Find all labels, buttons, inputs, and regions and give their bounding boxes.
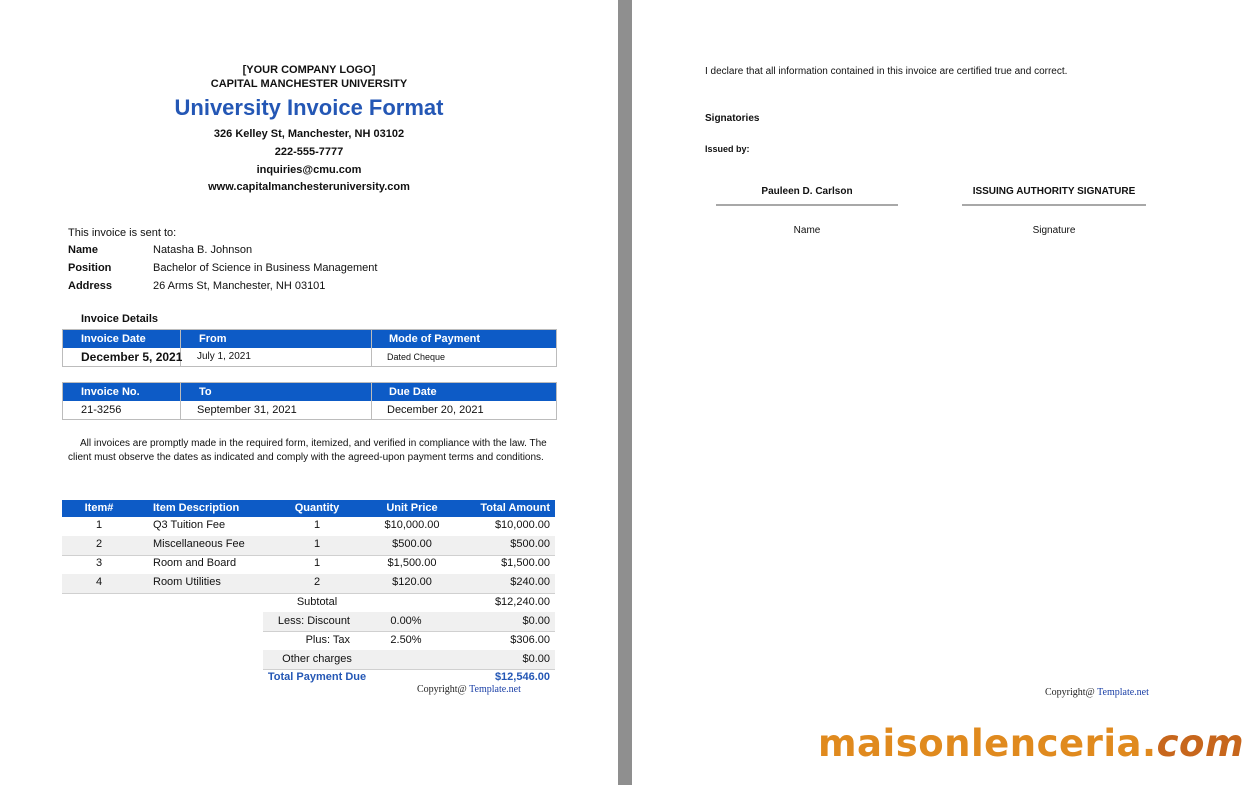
subtotal-value: $12,240.00 xyxy=(494,596,550,608)
item-number: 3 xyxy=(95,557,103,569)
header-total-amount: Total Amount xyxy=(480,502,550,514)
recipient-position: Bachelor of Science in Business Management xyxy=(153,262,378,274)
item-unit-price: $1,500.00 xyxy=(387,557,437,569)
subtotal-row xyxy=(263,593,555,613)
tax-label: Plus: Tax xyxy=(305,634,350,646)
university-address: 326 Kelley St, Manchester, NH 03102 xyxy=(213,128,405,140)
header-item-description: Item Description xyxy=(153,502,240,514)
declaration-text: I declare that all information contained in this invoice are certified true and correct. xyxy=(705,66,1068,77)
table-row xyxy=(62,517,555,537)
item-unit-price: $500.00 xyxy=(392,538,432,550)
other-charges-label: Other charges xyxy=(282,653,352,665)
header-mode-of-payment: Mode of Payment xyxy=(389,333,481,345)
invoice-details-table-1 xyxy=(62,329,557,367)
recipient-name-label: Name xyxy=(68,244,98,256)
item-total: $1,500.00 xyxy=(501,557,550,569)
watermark-tld: com xyxy=(1156,722,1244,765)
discount-row xyxy=(263,612,555,632)
university-email: inquiries@cmu.com xyxy=(256,164,362,176)
subtotal-label: Subtotal xyxy=(296,596,338,608)
item-number: 1 xyxy=(95,519,103,531)
header-due-date: Due Date xyxy=(389,386,437,398)
tax-value: $306.00 xyxy=(510,634,550,646)
tax-row xyxy=(263,631,555,651)
header-unit-price: Unit Price xyxy=(386,502,438,514)
table-header-row xyxy=(63,383,556,401)
mode-of-payment-value: Dated Cheque xyxy=(387,352,446,362)
item-total: $10,000.00 xyxy=(494,519,550,531)
items-header-row xyxy=(62,500,555,517)
issuing-authority-label: ISSUING AUTHORITY SIGNATURE xyxy=(972,186,1136,197)
tax-rate: 2.50% xyxy=(390,634,422,646)
invoice-details-heading: Invoice Details xyxy=(81,313,159,325)
invoice-title: University Invoice Format xyxy=(174,95,444,120)
column-divider xyxy=(371,330,372,366)
item-total: $500.00 xyxy=(510,538,550,550)
table-row xyxy=(62,555,555,575)
item-number: 4 xyxy=(95,576,103,588)
header-item-number: Item# xyxy=(84,502,114,514)
item-unit-price: $10,000.00 xyxy=(384,519,440,531)
university-name: CAPITAL MANCHESTER UNIVERSITY xyxy=(210,78,408,90)
item-total: $240.00 xyxy=(510,576,550,588)
recipient-position-label: Position xyxy=(68,262,112,274)
university-website: www.capitalmanchesteruniversity.com xyxy=(208,181,410,193)
item-description: Q3 Tuition Fee xyxy=(153,519,226,531)
total-due-value: $12,546.00 xyxy=(494,671,550,683)
header-from: From xyxy=(199,333,227,345)
invoice-page-2 xyxy=(632,0,1244,785)
item-description: Room and Board xyxy=(153,557,237,569)
signatories-heading: Signatories xyxy=(705,113,760,124)
copyright-site-link[interactable]: Template.net xyxy=(1097,687,1149,698)
copyright-prefix: Copyright@ xyxy=(417,684,470,695)
page-gutter xyxy=(618,0,632,785)
invoice-number-value: 21-3256 xyxy=(81,404,122,416)
signature-line xyxy=(716,204,898,206)
due-date-value: December 20, 2021 xyxy=(387,404,484,416)
discount-rate: 0.00% xyxy=(390,615,422,627)
item-number: 2 xyxy=(95,538,103,550)
copyright-prefix: Copyright@ xyxy=(1045,687,1098,698)
item-quantity: 1 xyxy=(313,538,321,550)
to-value: September 31, 2021 xyxy=(197,404,297,416)
column-divider xyxy=(180,383,181,419)
invoice-date-value: December 5, 2021 xyxy=(81,350,183,364)
item-unit-price: $120.00 xyxy=(392,576,432,588)
table-row xyxy=(62,536,555,556)
copyright-site-link[interactable]: Template.net xyxy=(469,684,521,695)
signature-caption: Signature xyxy=(1032,225,1076,236)
discount-value: $0.00 xyxy=(522,615,550,627)
compliance-note: All invoices are promptly made in the required form, itemized, and verified in compliance with the law. The client must observe the dates as indicated and comply with the agreed-upon payment terms and conditions. xyxy=(68,438,547,463)
signer-name: Pauleen D. Carlson xyxy=(761,186,853,197)
items-table xyxy=(62,500,555,595)
total-due-label: Total Payment Due xyxy=(267,671,367,683)
header-invoice-no: Invoice No. xyxy=(81,386,140,398)
recipient-address: 26 Arms St, Manchester, NH 03101 xyxy=(153,280,326,292)
name-caption: Name xyxy=(793,225,821,236)
summary-block xyxy=(263,593,555,684)
discount-label: Less: Discount xyxy=(277,615,350,627)
header-quantity: Quantity xyxy=(294,502,340,514)
issued-by-label: Issued by: xyxy=(705,144,750,154)
invoice-details-table-2 xyxy=(62,382,557,420)
invoice-page-1 xyxy=(0,0,618,785)
company-logo-placeholder: [YOUR COMPANY LOGO] xyxy=(242,64,376,76)
copyright-notice xyxy=(417,684,521,695)
watermark-logo xyxy=(818,722,1244,765)
watermark-text: maisonlenceria. xyxy=(818,722,1157,765)
item-description: Miscellaneous Fee xyxy=(153,538,245,550)
table-row xyxy=(62,574,555,594)
header-invoice-date: Invoice Date xyxy=(81,333,146,345)
header-to: To xyxy=(199,386,212,398)
item-quantity: 1 xyxy=(313,519,321,531)
column-divider xyxy=(371,383,372,419)
recipient-intro: This invoice is sent to: xyxy=(68,227,177,239)
university-phone: 222-555-7777 xyxy=(274,146,344,158)
signature-line xyxy=(962,204,1146,206)
item-description: Room Utilities xyxy=(153,576,221,588)
item-quantity: 2 xyxy=(313,576,321,588)
recipient-name: Natasha B. Johnson xyxy=(153,244,253,256)
copyright-notice xyxy=(1045,687,1149,698)
recipient-address-label: Address xyxy=(68,280,113,292)
table-header-row xyxy=(63,330,556,348)
item-quantity: 1 xyxy=(313,557,321,569)
from-value: July 1, 2021 xyxy=(197,351,251,362)
other-charges-row xyxy=(263,650,555,670)
other-charges-value: $0.00 xyxy=(522,653,550,665)
